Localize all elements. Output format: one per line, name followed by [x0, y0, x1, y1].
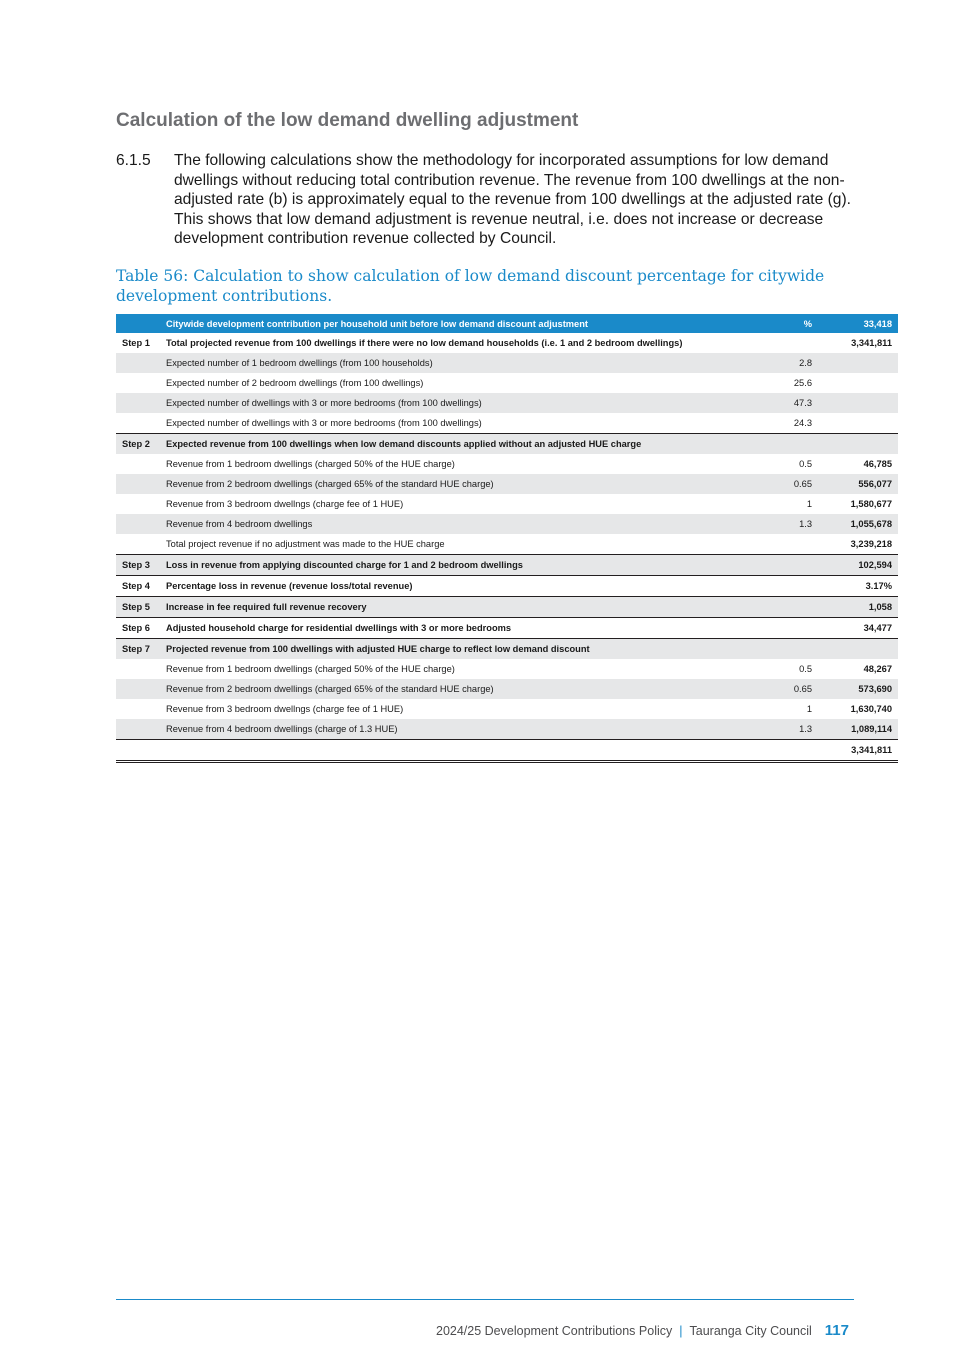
row-value: [818, 434, 898, 455]
row-value: 3,239,218: [850, 539, 892, 549]
row-value: [818, 413, 898, 434]
row-value: 102,594: [818, 555, 898, 576]
row-description: Total projected revenue from 100 dwellings if there were no low demand households (i.e. 1 and 2 bedroom dwellings): [166, 338, 683, 348]
footer-organisation: Tauranga City Council: [689, 1324, 812, 1338]
section-heading: Calculation of the low demand dwelling adjustment: [116, 110, 579, 131]
row-description: Revenue from 1 bedroom dwellings (charged 50% of the HUE charge): [166, 664, 455, 674]
row-percent: 0.65: [774, 679, 818, 699]
row-step: [116, 514, 160, 534]
row-percent: 25.6: [793, 378, 812, 388]
row-step: [116, 353, 160, 373]
row-value: 1,055,678: [818, 514, 898, 534]
row-description: Expected revenue from 100 dwellings when low demand discounts applied without an adjusted HUE charge: [160, 434, 774, 455]
row-description: Percentage loss in revenue (revenue loss/total revenue): [160, 576, 774, 597]
row-value: [818, 393, 898, 413]
table-row: [116, 514, 898, 534]
row-value: 573,690: [818, 679, 898, 699]
header-step-cell: [116, 314, 160, 333]
table-caption: Table 56: Calculation to show calculation of low demand discount percentage for citywide development contributions.: [116, 267, 825, 305]
table-row: [116, 679, 898, 699]
row-step: Step 6: [116, 618, 160, 639]
table-row: [116, 618, 898, 639]
header-percent: %: [774, 314, 818, 333]
row-percent: 1.3: [774, 514, 818, 534]
row-value: 48,267: [863, 664, 892, 674]
table-row: [116, 454, 898, 474]
table-row: [116, 494, 898, 514]
row-description: Expected number of dwellings with 3 or more bedrooms (from 100 dwellings): [166, 418, 482, 428]
row-description: Loss in revenue from applying discounted charge for 1 and 2 bedroom dwellings: [160, 555, 774, 576]
row-value: 34,477: [818, 618, 898, 639]
row-description: Revenue from 4 bedroom dwellings: [160, 514, 774, 534]
row-description: Revenue from 4 bedroom dwellings (charge of 1.3 HUE): [160, 719, 774, 740]
row-description: Expected number of 2 bedroom dwellings (from 100 dwellings): [166, 378, 424, 388]
row-description: Revenue from 2 bedroom dwellings (charged 65% of the standard HUE charge): [160, 679, 774, 699]
row-percent: 2.8: [774, 353, 818, 373]
row-step: Step 7: [116, 639, 160, 660]
row-value: [818, 353, 898, 373]
row-value: 556,077: [818, 474, 898, 494]
row-value: 1,058: [818, 597, 898, 618]
footer-divider: |: [679, 1324, 683, 1338]
total-percent-cell: [774, 740, 818, 762]
table-row: [116, 373, 898, 393]
row-percent: 47.3: [774, 393, 818, 413]
row-value: 1,630,740: [850, 704, 892, 714]
row-description: Expected number of dwellings with 3 or more bedrooms (from 100 dwellings): [160, 393, 774, 413]
row-step: Step 2: [116, 434, 160, 455]
header-value: 33,418: [818, 314, 898, 333]
row-value: 3.17%: [818, 576, 898, 597]
row-description: Revenue from 3 bedroom dwellngs (charge fee of 1 HUE): [166, 499, 404, 509]
row-description: Projected revenue from 100 dwellings with adjusted HUE charge to reflect low demand discount: [160, 639, 774, 660]
row-step: [116, 679, 160, 699]
row-step: [116, 699, 160, 719]
table-row: [116, 719, 898, 740]
total-step-cell: [116, 740, 160, 762]
row-percent: 0.5: [799, 664, 812, 674]
row-percent: [774, 639, 818, 660]
total-description-cell: [160, 740, 774, 762]
row-step: [116, 413, 160, 434]
table-row: [116, 474, 898, 494]
row-percent: 1: [806, 499, 812, 509]
row-percent: 1.3: [774, 719, 818, 740]
row-description: Increase in fee required full revenue recovery: [160, 597, 774, 618]
table-header-row: [116, 314, 898, 333]
table-row: [116, 393, 898, 413]
row-percent: [774, 434, 818, 455]
paragraph: [116, 151, 856, 249]
table-row: [116, 576, 898, 597]
table-row: [116, 333, 898, 353]
row-step: [116, 454, 160, 474]
footer-rule: [116, 1299, 854, 1300]
page-footer: [436, 1322, 849, 1339]
footer-document-title: 2024/25 Development Contributions Policy: [436, 1324, 673, 1338]
row-value: [818, 639, 898, 660]
row-value: 1,580,677: [850, 499, 892, 509]
data-table: [116, 314, 898, 763]
row-percent: [774, 597, 818, 618]
row-percent: 0.5: [799, 459, 812, 469]
row-percent: [774, 576, 818, 597]
row-percent: [774, 333, 818, 353]
row-percent: 0.65: [774, 474, 818, 494]
table-row: [116, 659, 898, 679]
table-row: [116, 434, 898, 455]
row-description: Expected number of 1 bedroom dwellings (from 100 households): [160, 353, 774, 373]
table-row: [116, 555, 898, 576]
row-percent: [774, 618, 818, 639]
total-value: 3,341,811: [818, 740, 898, 762]
row-step: Step 4: [116, 576, 160, 597]
table-row: [116, 353, 898, 373]
row-percent: 1: [806, 704, 812, 714]
row-description: Adjusted household charge for residential dwellings with 3 or more bedrooms: [160, 618, 774, 639]
row-value: [818, 373, 898, 393]
row-step: [116, 474, 160, 494]
row-description: Revenue from 2 bedroom dwellings (charged 65% of the standard HUE charge): [160, 474, 774, 494]
row-value: 46,785: [863, 459, 892, 469]
table-row: [116, 413, 898, 434]
header-description: Citywide development contribution per household unit before low demand discount adjustment: [160, 314, 774, 333]
table-row: [116, 699, 898, 719]
row-description: Revenue from 3 bedroom dwellngs (charge fee of 1 HUE): [166, 704, 404, 714]
row-step: Step 5: [116, 597, 160, 618]
table-total-row: [116, 740, 898, 762]
row-description: Revenue from 1 bedroom dwellings (charged 50% of the HUE charge): [166, 459, 455, 469]
table-row: [116, 534, 898, 555]
row-step: Step 1: [122, 338, 150, 348]
row-step: [116, 393, 160, 413]
row-step: [116, 534, 160, 555]
row-step: [116, 659, 160, 679]
row-value: 1,089,114: [818, 719, 898, 740]
row-step: [116, 494, 160, 514]
table-row: [116, 597, 898, 618]
row-step: [116, 719, 160, 740]
page-number: 117: [824, 1322, 849, 1339]
row-step: Step 3: [116, 555, 160, 576]
table-row: [116, 639, 898, 660]
paragraph-number: 6.1.5: [116, 152, 151, 169]
row-step: [116, 373, 160, 393]
paragraph-text: The following calculations show the methodology for incorporated assumptions for low demand dwellings without reducing total contribution revenue. The revenue from 100 dwellings at the non-adjusted rate (b) is approximately equal to the revenue from 100 dwellings at the adjusted rate (g). This shows that low demand adjustment is revenue neutral, i.e. does not increase or decrease development contribution revenue collected by Council.: [174, 152, 851, 248]
row-percent: [774, 534, 818, 555]
row-percent: [774, 555, 818, 576]
row-value: 3,341,811: [851, 338, 892, 348]
row-description: Total project revenue if no adjustment was made to the HUE charge: [166, 539, 445, 549]
row-percent: 24.3: [793, 418, 812, 428]
